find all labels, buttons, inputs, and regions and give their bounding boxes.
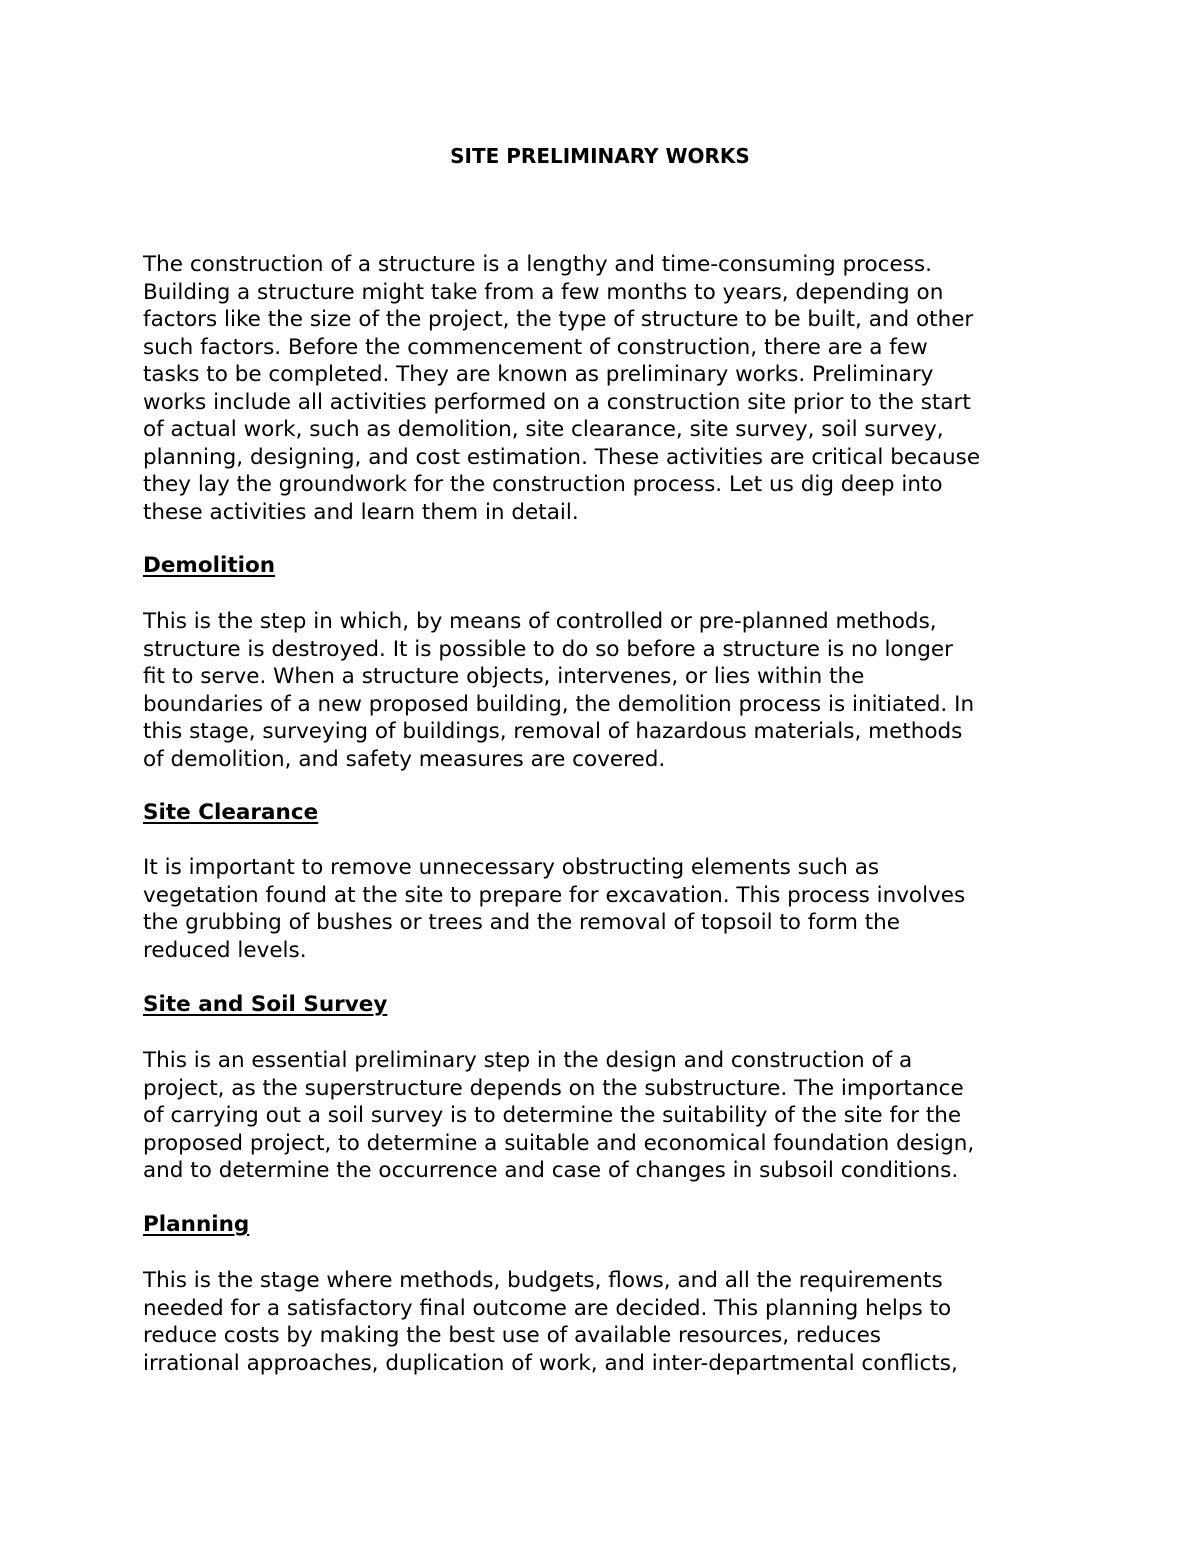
paragraph-line: such factors. Before the commencement of construction, there are a few [143, 334, 928, 360]
intro-paragraph [143, 251, 1073, 526]
paragraph-line: It is important to remove unnecessary obstructing elements such as [143, 855, 880, 880]
paragraph-line: works include all activities performed on a construction site prior to the start [143, 389, 971, 415]
paragraph-line: vegetation found at the site to prepare for excavation. This process involves [143, 882, 966, 908]
document-title: SITE PRELIMINARY WORKS [450, 144, 750, 168]
paragraph-line: planning, designing, and cost estimation. These activities are critical because [143, 444, 981, 470]
paragraph-line: this stage, surveying of buildings, removal of hazardous materials, methods [143, 719, 963, 744]
section-heading-site-clearance: Site Clearance [143, 800, 319, 825]
paragraph-line: proposed project, to determine a suitable and economical foundation design, [143, 1130, 975, 1156]
paragraph-line: the grubbing of bushes or trees and the removal of topsoil to form the [143, 910, 901, 935]
section-heading-demolition: Demolition [143, 553, 276, 578]
section-heading-site-and-soil-survey: Site and Soil Survey [143, 992, 388, 1017]
paragraph-line: factors like the size of the project, the type of structure to be built, and other [143, 307, 974, 332]
paragraph-line: boundaries of a new proposed building, the demolition process is initiated. In [143, 691, 975, 717]
paragraph-line: project, as the superstructure depends on the substructure. The importance [143, 1075, 964, 1101]
paragraph-line: reduced levels. [143, 937, 307, 963]
section-paragraph-site-clearance [143, 854, 1073, 964]
paragraph-line: tasks to be completed. They are known as preliminary works. Preliminary [143, 362, 934, 387]
paragraph-line: of carrying out a soil survey is to determine the suitability of the site for the [143, 1103, 962, 1128]
paragraph-line: they lay the groundwork for the construction process. Let us dig deep into [143, 472, 943, 497]
paragraph-line: needed for a satisfactory final outcome are decided. This planning helps to [143, 1295, 952, 1321]
paragraph-line: of demolition, and safety measures are covered. [143, 746, 666, 772]
paragraph-line: of actual work, such as demolition, site clearance, site survey, soil survey, [143, 417, 944, 442]
paragraph-line: and to determine the occurrence and case of changes in subsoil conditions. [143, 1158, 959, 1183]
paragraph-line: reduce costs by making the best use of available resources, reduces [143, 1323, 882, 1348]
section-paragraph-site-and-soil-survey [143, 1047, 1073, 1185]
section-paragraph-planning [143, 1267, 1073, 1377]
paragraph-line: This is the stage where methods, budgets, flows, and all the requirements [143, 1268, 943, 1293]
paragraph-line: these activities and learn them in detail. [143, 499, 579, 525]
paragraph-line: fit to serve. When a structure objects, intervenes, or lies within the [143, 664, 865, 689]
section-paragraph-demolition [143, 608, 1073, 773]
paragraph-line: This is an essential preliminary step in the design and construction of a [143, 1048, 913, 1073]
section-heading-planning: Planning [143, 1212, 250, 1237]
paragraph-line: This is the step in which, by means of controlled or pre-planned methods, [143, 609, 937, 634]
paragraph-line: irrational approaches, duplication of work, and inter-departmental conflicts, [143, 1350, 958, 1376]
paragraph-line: The construction of a structure is a lengthy and time-consuming process. [143, 252, 932, 277]
paragraph-line: structure is destroyed. It is possible to do so before a structure is no longer [143, 636, 953, 662]
paragraph-line: Building a structure might take from a few months to years, depending on [143, 279, 944, 305]
